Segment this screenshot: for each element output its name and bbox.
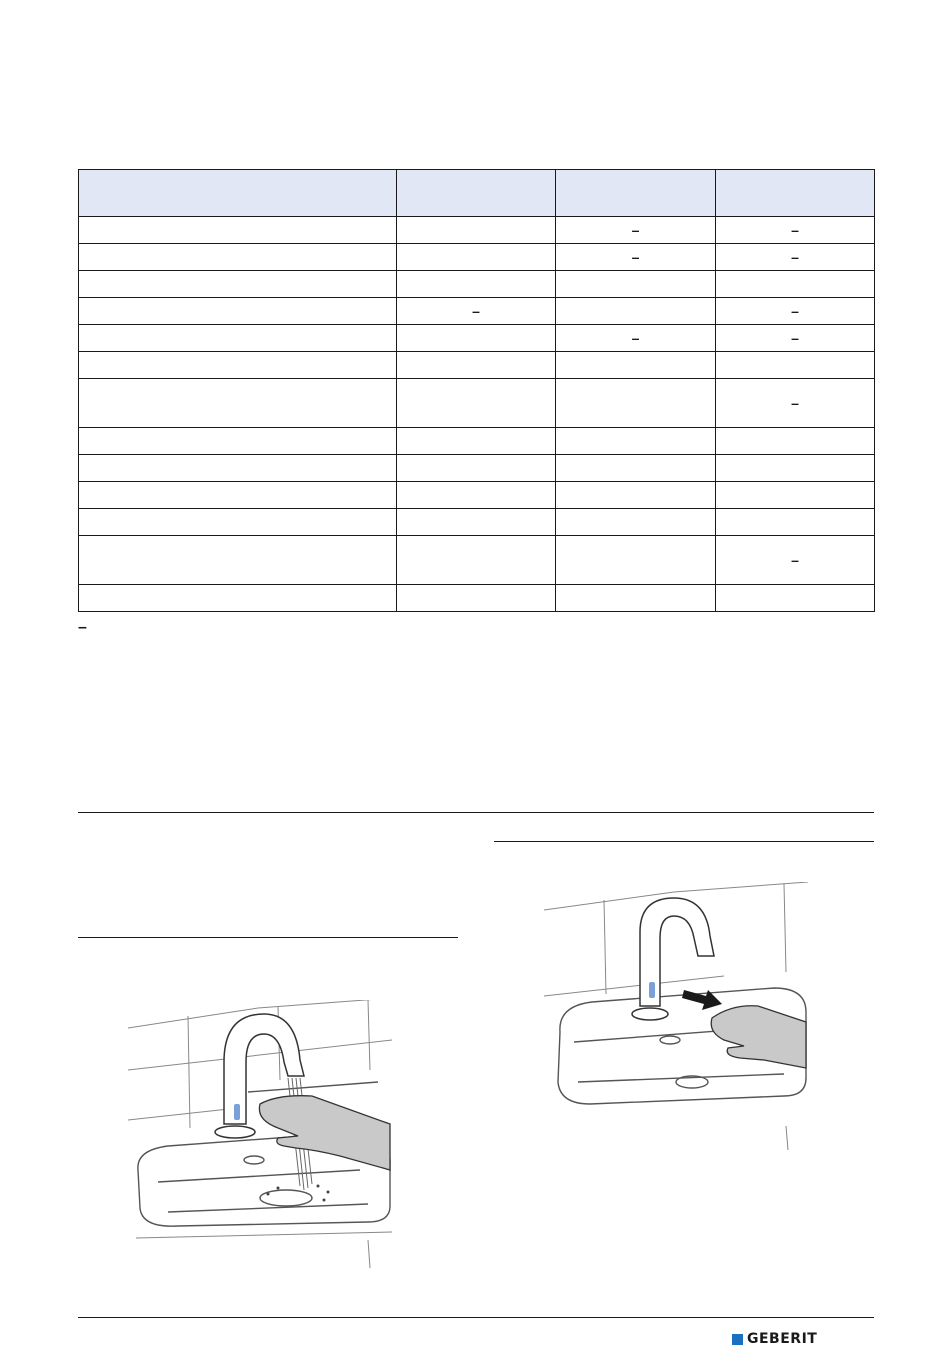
table-cell — [716, 428, 875, 455]
table-cell — [79, 244, 397, 271]
table-cell: – — [556, 217, 716, 244]
table-cell — [716, 482, 875, 509]
specification-table — [78, 169, 875, 612]
table-cell — [556, 455, 716, 482]
table-cell — [397, 455, 556, 482]
table-row — [79, 585, 875, 612]
table-cell: – — [556, 325, 716, 352]
table-cell — [716, 509, 875, 536]
table-row — [79, 428, 875, 455]
table-row — [79, 298, 875, 325]
section-rule — [78, 937, 458, 938]
table-cell — [556, 482, 716, 509]
table-cell — [716, 455, 875, 482]
table-cell — [397, 217, 556, 244]
table-header-row — [79, 170, 875, 217]
table-cell — [397, 428, 556, 455]
table-cell — [79, 271, 397, 298]
brand-name: GEBERIT — [747, 1331, 818, 1347]
table-row — [79, 325, 875, 352]
table-cell — [556, 352, 716, 379]
table-row — [79, 379, 875, 428]
table-row — [79, 244, 875, 271]
table-cell — [397, 509, 556, 536]
table-row — [79, 455, 875, 482]
table-cell — [556, 509, 716, 536]
table-cell — [397, 482, 556, 509]
table-cell — [79, 455, 397, 482]
table-cell — [397, 585, 556, 612]
table-cell — [79, 352, 397, 379]
footnote-symbol: – — [78, 619, 87, 636]
brand-logo — [732, 1331, 817, 1347]
section-rule — [494, 841, 874, 842]
table-cell: – — [716, 325, 875, 352]
table-cell: – — [716, 298, 875, 325]
table-cell — [397, 379, 556, 428]
table-cell: – — [397, 298, 556, 325]
table-cell — [397, 352, 556, 379]
table-cell — [397, 325, 556, 352]
table-row — [79, 482, 875, 509]
table-cell — [556, 298, 716, 325]
table-cell — [79, 379, 397, 428]
table-cell: – — [556, 244, 716, 271]
table-cell — [556, 428, 716, 455]
table-cell — [716, 352, 875, 379]
table-row — [79, 271, 875, 298]
table-row — [79, 509, 875, 536]
table-cell — [556, 585, 716, 612]
footer-rule — [78, 1317, 874, 1318]
table-cell — [397, 536, 556, 585]
header-cell — [556, 170, 716, 217]
table-cell — [556, 379, 716, 428]
table-cell — [79, 536, 397, 585]
table-cell — [79, 217, 397, 244]
brand-square-icon — [732, 1334, 743, 1345]
hand-icon — [259, 1096, 390, 1170]
header-cell — [397, 170, 556, 217]
table-cell: – — [716, 217, 875, 244]
table-cell — [79, 482, 397, 509]
table-cell: – — [716, 536, 875, 585]
hand-icon — [711, 1006, 806, 1068]
table-cell — [79, 325, 397, 352]
section-rule — [78, 812, 874, 813]
table-cell — [79, 509, 397, 536]
table-cell — [556, 536, 716, 585]
table-cell: – — [716, 244, 875, 271]
header-cell — [716, 170, 875, 217]
table-cell — [556, 271, 716, 298]
table-cell — [79, 585, 397, 612]
table-cell — [79, 298, 397, 325]
table-cell — [397, 244, 556, 271]
tap-stop-illustration — [544, 882, 808, 1150]
tap-running-illustration — [128, 1000, 392, 1268]
table-cell — [716, 271, 875, 298]
table-cell — [79, 428, 397, 455]
table-cell: – — [716, 379, 875, 428]
sensor-window-icon — [649, 982, 655, 998]
sensor-window-icon — [234, 1104, 240, 1120]
table-cell — [716, 585, 875, 612]
table-cell — [397, 271, 556, 298]
table-row — [79, 217, 875, 244]
table-row — [79, 352, 875, 379]
table-row — [79, 536, 875, 585]
header-cell — [79, 170, 397, 217]
